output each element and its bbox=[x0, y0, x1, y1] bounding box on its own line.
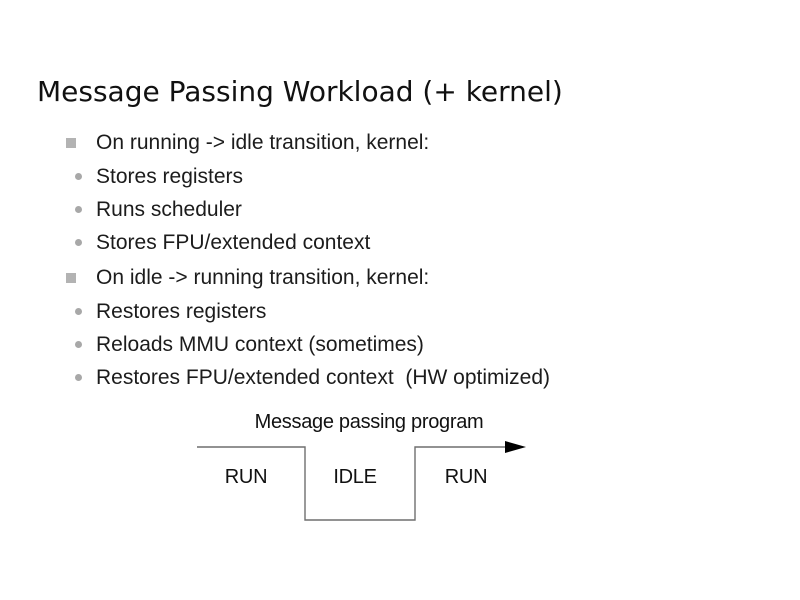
bullet-text: On idle -> running transition, kernel: bbox=[96, 266, 430, 289]
bullet-text: Restores registers bbox=[96, 300, 267, 323]
circle-bullet-icon bbox=[75, 308, 82, 315]
bullet-text: Stores FPU/extended context bbox=[96, 231, 371, 254]
wave-label-idle: IDLE bbox=[333, 466, 377, 488]
bullet-row bbox=[0, 366, 551, 392]
bullet-row bbox=[0, 231, 371, 257]
circle-bullet-icon bbox=[75, 173, 82, 180]
circle-bullet-icon bbox=[75, 341, 82, 348]
bullet-text: Stores registers bbox=[96, 165, 244, 188]
slide-title: Message Passing Workload (+ kernel) bbox=[37, 75, 563, 108]
circle-bullet-icon bbox=[75, 239, 82, 246]
wave-label-run-1: RUN bbox=[224, 466, 268, 488]
bullet-text: Restores FPU/extended context (HW optimized) bbox=[96, 366, 551, 389]
bullet-row bbox=[0, 165, 244, 191]
circle-bullet-icon bbox=[75, 206, 82, 213]
bullet-row bbox=[0, 198, 242, 224]
bullet-row bbox=[0, 333, 424, 359]
wave-label-run-2: RUN bbox=[444, 466, 488, 488]
arrowhead-icon bbox=[505, 441, 526, 453]
bullet-text: Runs scheduler bbox=[96, 198, 242, 221]
circle-bullet-icon bbox=[75, 374, 82, 381]
bullet-text: Reloads MMU context (sometimes) bbox=[96, 333, 424, 356]
bullet-row bbox=[0, 266, 430, 292]
bullet-text: On running -> idle transition, kernel: bbox=[96, 131, 430, 154]
bullet-row bbox=[0, 300, 267, 326]
bullet-row bbox=[0, 131, 430, 157]
square-bullet-icon bbox=[66, 273, 76, 283]
diagram-caption: Message passing program bbox=[254, 411, 484, 433]
square-bullet-icon bbox=[66, 138, 76, 148]
